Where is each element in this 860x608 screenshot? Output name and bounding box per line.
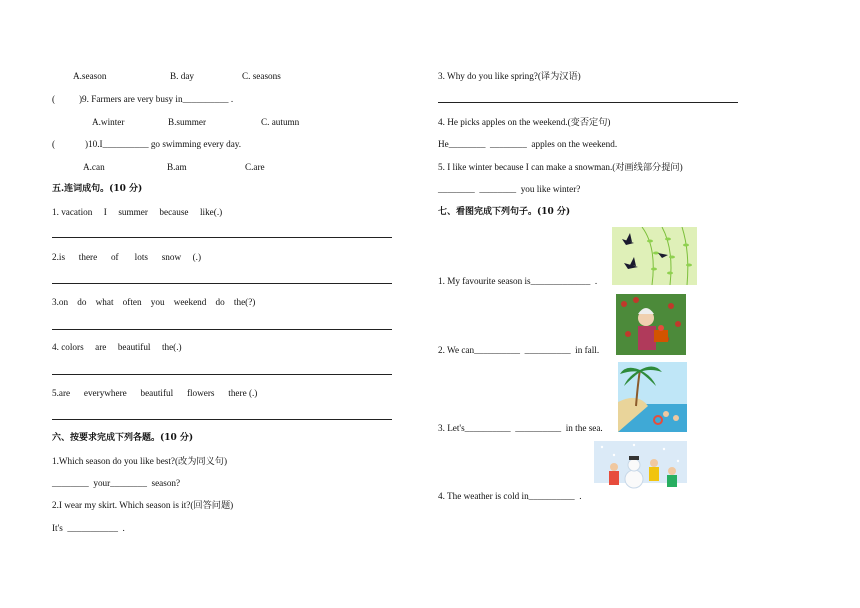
q9-paren-open: ( [52,94,56,104]
s7-item-4: 4. The weather is cold in__________ . [438,491,582,501]
q10-option-b: B.am [167,162,187,172]
answer-line [52,283,392,284]
answer-line [438,102,738,103]
s6-answer-2: It's ___________ . [52,523,125,533]
q10-option-c: C.are [245,162,265,172]
s6-question-1: 1.Which season do you like best?(改为同义句) [52,456,228,466]
q10-option-a: A.can [83,162,105,172]
q8-option-c: C. seasons [242,71,281,81]
s5-item-5: 5.are everywhere beautiful flowers there (.) [52,388,258,398]
spring-picture [612,227,697,285]
s5-item-2: 2.is there of lots snow (.) [52,252,202,262]
section7-heading: 七、看图完成下列句子。(10 分) [438,207,571,217]
s6-question-2: 2.I wear my skirt. Which season is it?(回答问题) [52,500,234,510]
winter-picture [594,441,687,498]
s6-question-3: 3. Why do you like spring?(译为汉语) [438,71,581,81]
q9-option-a: A.winter [92,117,125,127]
s7-item-3: 3. Let's__________ __________ in the sea. [438,423,603,433]
fall-picture [616,294,686,355]
section5-heading: 五.连词成句。(10 分) [52,184,143,194]
s5-item-4: 4. colors are beautiful the(.) [52,342,182,352]
section6-heading: 六、按要求完成下列各题。(10 分) [52,433,194,443]
s6-question-4: 4. He picks apples on the weekend.(变否定句) [438,117,611,127]
q9-option-c: C. autumn [261,117,300,127]
summer-picture [618,362,687,432]
q8-option-b: B. day [170,71,194,81]
s7-item-1: 1. My favourite season is_____________ . [438,276,598,286]
s6-answer-1: ________ your________ season? [52,478,181,488]
answer-line [52,374,392,375]
s6-answer-5: ________ ________ you like winter? [438,184,581,194]
q8-option-a: A.season [73,71,107,81]
s5-item-1: 1. vacation I summer because like(.) [52,207,223,217]
s6-answer-4: He________ ________ apples on the weekend. [438,139,618,149]
q9-question: )9. Farmers are very busy in__________ . [79,94,234,104]
answer-line [52,419,392,420]
answer-line [52,237,392,238]
q10-paren-open: ( [52,139,56,149]
q10-question: )10.I__________ go swimming every day. [85,139,242,149]
q9-option-b: B.summer [168,117,207,127]
answer-line [52,329,392,330]
s7-item-2: 2. We can__________ __________ in fall. [438,345,600,355]
s6-question-5: 5. I like winter because I can make a snowman.(对画线部分提问) [438,162,683,172]
s5-item-3: 3.on do what often you weekend do the(?) [52,297,256,307]
